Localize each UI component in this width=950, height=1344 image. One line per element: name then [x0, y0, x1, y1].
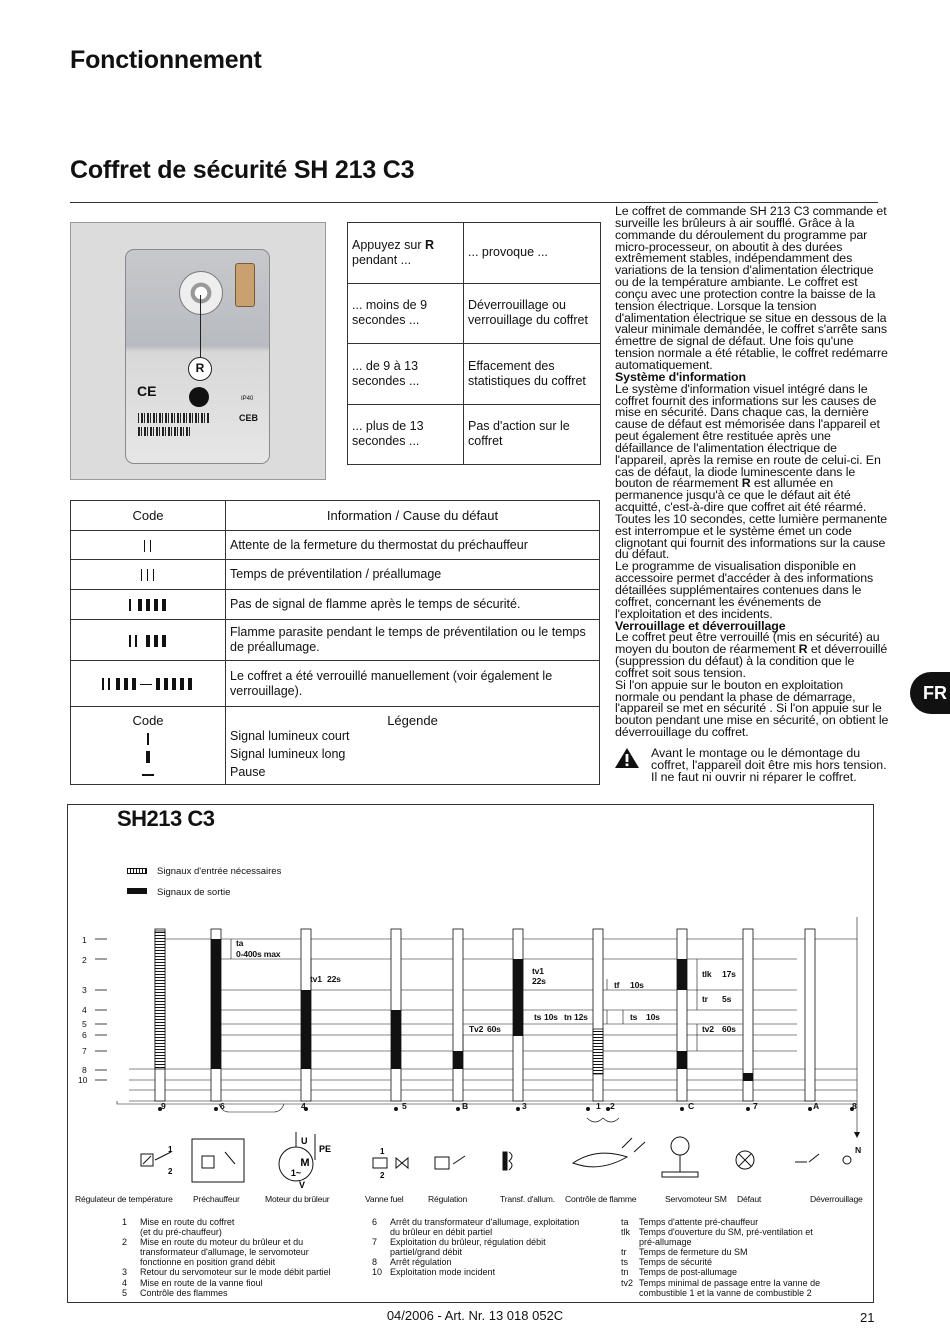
row-number: 6 — [82, 1030, 87, 1040]
notes-abbreviations: ta Temps d'attente pré-chauffeur tlk Temps d'ouverture du SM, pré-ventilation et pré-allumage tr Temps de fermeture du SM ts Temps de sécurité tn Temps de post-allumage tv2 Temps minimal de passage entre la vanne de combustible 1 et la vanne de combustible 2 — [621, 1217, 821, 1298]
row-number: 1 — [82, 935, 87, 945]
component-label: Défaut — [737, 1194, 762, 1204]
time-label: tv1 — [532, 966, 544, 976]
blink-code-manual-lock — [102, 678, 194, 690]
barcode-1 — [138, 413, 210, 423]
table-cell: Appuyez sur R pendant ... — [348, 223, 464, 284]
legend-code-cell — [71, 707, 226, 785]
table-row — [71, 531, 600, 560]
terminal-label: 8 — [852, 1101, 857, 1111]
component-label: Contrôle de flamme — [565, 1194, 637, 1204]
terminal-label: C — [688, 1101, 695, 1111]
terminal-label: 1 — [596, 1101, 601, 1111]
time-value: 17s — [722, 969, 736, 979]
time-value: 5s — [722, 994, 732, 1004]
time-label: tlk — [702, 969, 712, 979]
component-label: Servomoteur SM — [665, 1194, 727, 1204]
table-row — [348, 404, 601, 465]
symbol-number: 1 — [168, 1145, 173, 1154]
info-system-heading: Système d'information — [615, 369, 746, 384]
blink-code-cell — [71, 531, 226, 560]
table-cell: ... provoque ... — [464, 223, 601, 284]
blink-code-1short-4long — [129, 599, 167, 611]
symbol-number: 2 — [168, 1167, 173, 1176]
symbol-number: 1 — [380, 1147, 385, 1156]
language-tab: FR — [910, 672, 950, 714]
legend-title: Légende — [387, 713, 438, 728]
info-system-paragraph: Le système d'information visuel intégré dans le coffret fournit des informations sur les causes de mise en sécurité. Dans chaque cas, la dernière cause de défaut est mémorisée dans l'appareil et peut également être restituée après une défaillance de l'alimentation électrique de l'appareil, après la remise en route de celui-ci. En cas de défaut, la diode luminescente dans le bouton de réarmement R est allumée en permanence jusqu'à ce que le défaut ait été acquitté, c'est-à-dire que coffret ait été réarmé. Toutes les 10 secondes, cette lumière permanente est interrompue et le système émet un code clignotant qui fournit des informations sur la cause du défaut. — [615, 381, 888, 562]
terminal-label: 7 — [753, 1101, 758, 1111]
table-cell: ... plus de 13 secondes ... — [348, 404, 464, 465]
time-label: tr — [702, 994, 708, 1004]
motor-terminal-v: V — [299, 1180, 306, 1190]
time-value: 22s — [532, 976, 546, 986]
pointer-line — [200, 295, 201, 365]
component-label: Régulation — [428, 1194, 468, 1204]
blink-code-cell — [71, 620, 226, 661]
blink-code-cell — [71, 590, 226, 620]
barcode-2 — [138, 427, 190, 436]
preheater-icon — [192, 1139, 244, 1182]
terminal-label: A — [813, 1101, 820, 1111]
table-cell: ... moins de 9 secondes ... — [348, 283, 464, 344]
time-label: tf — [614, 980, 620, 990]
time-value: 12s — [574, 1012, 588, 1022]
lock-paragraph: Le coffret peut être verrouillé (mis en sécurité) au moyen du bouton de réarmement R et déverrouillé (suppression du défaut) à la condition que le coffret soit sous tension. — [615, 630, 888, 680]
row-number: 2 — [82, 955, 87, 965]
row-number: 5 — [82, 1019, 87, 1029]
page-title: Fonctionnement — [70, 46, 262, 74]
symbol-number: 2 — [380, 1171, 385, 1180]
brand-label: CEB — [239, 413, 259, 423]
table-cell: Flamme parasite pendant le temps de préventilation ou le temps de préallumage. — [226, 620, 600, 661]
terminal-label: 5 — [402, 1101, 407, 1111]
terminal-label: 4 — [301, 1101, 306, 1111]
table-cell: Pas d'action sur le coffret — [464, 404, 601, 465]
legend-short-mark — [75, 731, 221, 747]
time-value: 10s — [544, 1012, 558, 1022]
row-number: 8 — [82, 1065, 87, 1075]
legend-pause-mark — [75, 766, 221, 782]
component-label: Régulateur de température — [75, 1194, 173, 1204]
servomotor-icon — [671, 1137, 689, 1155]
footer-reference: 04/2006 - Art. Nr. 13 018 052C — [386, 1308, 564, 1323]
indicator-led — [189, 387, 209, 407]
table-cell: Pas de signal de flamme après le temps de sécurité. — [226, 590, 600, 620]
ip-rating: IP40 — [241, 396, 254, 402]
motor-terminal-pe: PE — [319, 1144, 332, 1154]
row-number: 4 — [82, 1005, 87, 1015]
section-title: Coffret de sécurité SH 213 C3 — [70, 156, 415, 184]
table-cell: Déverrouillage ou verrouillage du coffret — [464, 283, 601, 344]
blink-code-cell — [71, 661, 226, 707]
r-callout: R — [188, 357, 212, 381]
component-label: Transf. d'allum. — [500, 1194, 555, 1204]
blink-code-2short-3long — [129, 635, 167, 647]
legend-output: Signaux de sortie — [157, 887, 231, 898]
table-row — [348, 223, 601, 284]
component-label: Vanne fuel — [365, 1194, 404, 1204]
legend-item: Signal lumineux long — [230, 746, 346, 761]
terminal-label: 3 — [522, 1101, 527, 1111]
time-label: tn — [564, 1012, 572, 1022]
table-cell: Attente de la fermeture du thermostat du préchauffeur — [226, 531, 600, 560]
page-number: 21 — [860, 1310, 875, 1325]
lock-paragraph-2: Si l'on appuie sur le bouton en exploitation normale ou pendant la phase de démarrage, l'appareil se met en sécurité . Si l'on appuie sur le bouton pendant une mise en sécurité, on obtient le déverrouillage du coffret. — [615, 677, 889, 740]
motor-terminal-u: U — [301, 1136, 308, 1146]
time-label: ts — [534, 1012, 542, 1022]
component-label: Déverrouillage — [810, 1194, 863, 1204]
legend-input: Signaux d'entrée nécessaires — [157, 866, 282, 877]
table-cell: Temps de préventilation / préallumage — [226, 560, 600, 590]
time-label: ts — [630, 1012, 638, 1022]
header-info: Information / Cause du défaut — [226, 501, 600, 531]
blink-code-2short — [144, 540, 153, 552]
legend-long-mark — [75, 748, 221, 764]
terminal-label: 9 — [161, 1101, 166, 1111]
row-number: 10 — [78, 1075, 88, 1085]
table-row — [71, 590, 600, 620]
notes-steps: 1 Mise en route du coffret (et du pré-chauffeur) 2 Mise en route du moteur du brûleur et du transformateur d'allumage, le servomoteur fonctionne en position grand débit 3 Retour du servomoteur sur le mode débit partiel 4 Mise en route de la vanne fioul 5 Contrôle des flammes — [122, 1217, 331, 1298]
time-label: tv1 — [310, 974, 322, 984]
terminal-label: 2 — [610, 1101, 615, 1111]
ignition-transformer-icon — [503, 1152, 507, 1170]
reset-knob-illustration — [179, 271, 223, 315]
table-cell: ... de 9 à 13 secondes ... — [348, 344, 464, 405]
fault-code-table — [70, 500, 600, 785]
diagram-title: SH213 C3 — [117, 806, 215, 831]
fuel-valve-icon — [373, 1158, 387, 1168]
flame-icon — [573, 1153, 627, 1167]
warning-text: Avant le montage ou le démontage du coffret, l'appareil doit être mis hors tension. Il ne faut ni ouvrir ni réparer le coffret. — [651, 746, 887, 784]
time-value: 60s — [487, 1024, 501, 1034]
software-paragraph: Le programme de visualisation disponible en accessoire permet d'accéder à des informations détaillées supplémentaires contenues dans le coffret, concernant les événements de l'exploitation et des incidents. — [615, 559, 874, 621]
component-label: Préchauffeur — [193, 1194, 240, 1204]
table-row — [71, 661, 600, 707]
motor-symbol-phase: 1~ — [290, 1168, 302, 1178]
motor-symbol-m: M — [300, 1157, 310, 1169]
row-number: 7 — [82, 1046, 87, 1056]
legend-item: Signal lumineux court — [230, 728, 350, 743]
table-row — [348, 283, 601, 344]
warning-icon — [614, 747, 640, 769]
regulation-icon — [435, 1157, 449, 1169]
lock-heading: Verrouillage et déverrouillage — [615, 618, 786, 633]
capacitor-illustration — [235, 263, 255, 307]
table-header-row — [71, 501, 600, 531]
neutral-label: N — [855, 1145, 862, 1155]
table-row — [71, 560, 600, 590]
legend-row — [71, 707, 600, 785]
blink-code-3short — [141, 569, 156, 581]
table-cell: Le coffret a été verrouillé manuellement (voir également le verrouillage). — [226, 661, 600, 707]
reset-duration-table — [347, 222, 601, 465]
time-value: 22s — [327, 974, 341, 984]
terminal-label: 6 — [220, 1101, 225, 1111]
terminal-dots — [158, 1107, 854, 1111]
component-label: Moteur du brûleur — [265, 1194, 330, 1204]
time-label: Tv2 — [469, 1024, 484, 1034]
ce-mark: CE — [137, 383, 157, 399]
notes-steps-2: 6 Arrêt du transformateur d'allumage, exploitation du brûleur en débit partiel 7 Exploitation du brûleur, régulation débit partiel/grand débit 8 Arrêt régulation 10 Exploitation mode incident — [372, 1217, 580, 1278]
table-row — [71, 620, 600, 661]
header-code: Code — [71, 501, 226, 531]
time-value: 10s — [646, 1012, 660, 1022]
row-number: 3 — [82, 985, 87, 995]
time-value: 0-400s max — [236, 949, 281, 959]
time-value: 10s — [630, 980, 644, 990]
row-ticks — [95, 939, 107, 1080]
terminal-label: B — [462, 1101, 469, 1111]
legend-code-label: Code — [132, 713, 164, 728]
time-label: tv2 — [702, 1024, 714, 1034]
legend-item: Pause — [230, 764, 266, 779]
table-row — [348, 344, 601, 405]
table-cell: Effacement des statistiques du coffret — [464, 344, 601, 405]
time-label: ta — [236, 938, 244, 948]
section-divider — [70, 202, 878, 203]
legend-text-cell — [226, 707, 600, 785]
intro-paragraph: Le coffret de commande SH 213 C3 commande et surveille les brûleurs à air soufflé. Grâce à la commande du déroulement du programme par micro-processeur, on aboutit à des durées extrêmement stables, indépendamment des variations de la tension d'alimentation électrique ou de la température ambiante. Le coffret est conçu avec une protection contre la baisse de la tension électrique. Lorsque la tension d'alimentation électrique se situe en dessous de la valeur minimale demandée, le coffret s'arrête sans émettre de signal de défaut. Une fois qu'une tension normale a été rétablie, le coffret redémarre automatiquement. — [615, 204, 888, 372]
time-value: 60s — [722, 1024, 736, 1034]
product-photo — [70, 222, 326, 480]
blink-code-cell — [71, 560, 226, 590]
component-symbols — [67, 1130, 874, 1190]
description-column — [615, 206, 890, 739]
